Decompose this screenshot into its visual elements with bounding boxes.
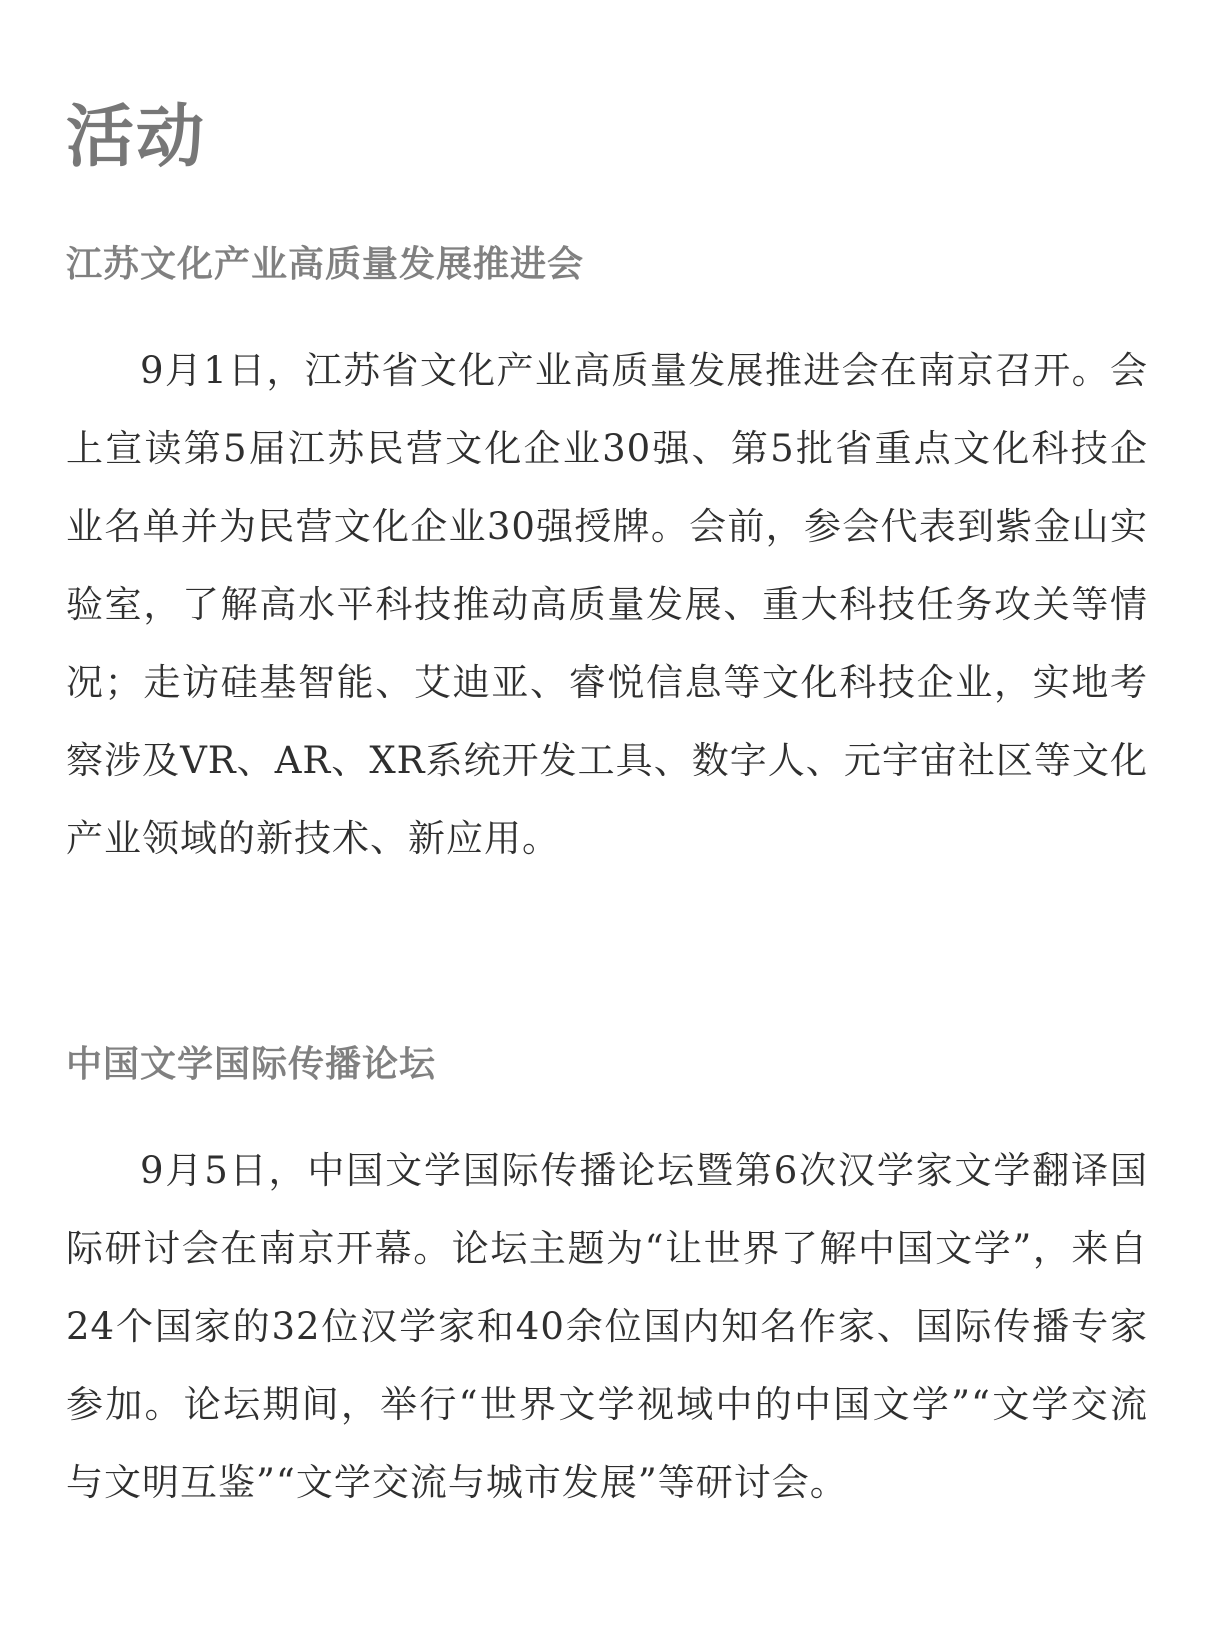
- article: [66, 1036, 1148, 1522]
- article-title: 江苏文化产业高质量发展推进会: [66, 243, 585, 285]
- article: [66, 236, 1148, 878]
- article-title: 中国文学国际传播论坛: [66, 1043, 437, 1085]
- article-body: 9月5日，中国文学国际传播论坛暨第6次汉学家文学翻译国际研讨会在南京开幕。论坛主题为“让世界了解中国文学”，来自24个国家的32位汉学家和40余位国内知名作家、国际传播专家参加。论坛期间，举行“世界文学视域中的中国文学”“文学交流与文明互鉴”“文学交流与城市发展”等研讨会。: [66, 1149, 1148, 1504]
- article-body: 9月1日，江苏省文化产业高质量发展推进会在南京召开。会上宣读第5届江苏民营文化企业30强、第5批省重点文化科技企业名单并为民营文化企业30强授牌。会前，参会代表到紫金山实验室，了解高水平科技推动高质量发展、重大科技任务攻关等情况；走访硅基智能、艾迪亚、睿悦信息等文化科技企业，实地考察涉及VR、AR、XR系统开发工具、数字人、元宇宙社区等文化产业领域的新技术、新应用。: [66, 349, 1148, 860]
- section-heading: 活动: [66, 98, 207, 177]
